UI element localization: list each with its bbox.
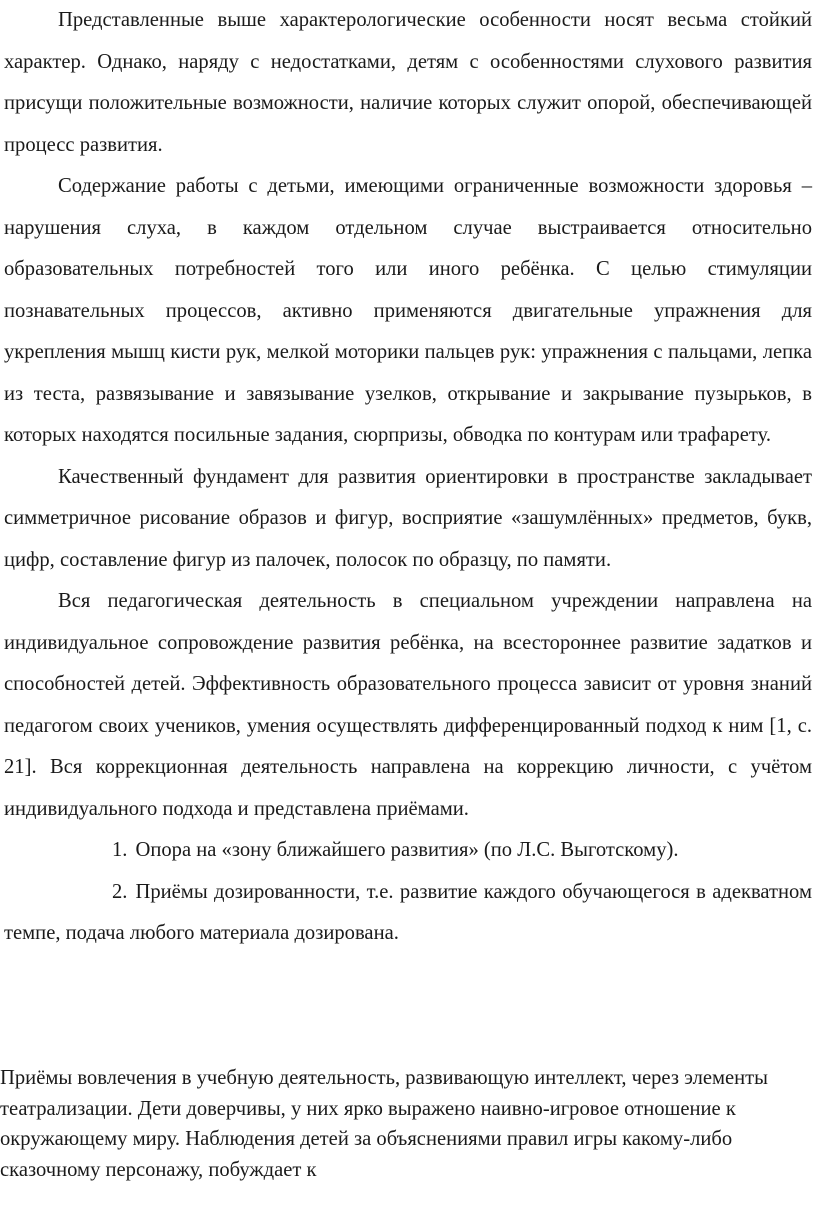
paragraph-characteristics: Представленные выше характерологические особенности носят весьма стойкий характер. Однако, наряду с недостатками, детям с особенностями слухового развития присущи положительные возможности, наличие которых служит опорой, обеспечивающей процесс развития.	[4, 9, 812, 156]
list-item-number: 2.	[112, 880, 128, 903]
document-body	[4, 0, 812, 955]
list-item	[4, 872, 812, 955]
list-item	[4, 830, 812, 872]
paragraph-theatrical-involvement: Приёмы вовлечения в учебную деятельность, развивающую интеллект, через элементы театрализации. Дети доверчивы, у них ярко выражено наивно-игровое отношение к окружающему миру. Наблюдения детей за объяснениями правил игры какому-либо сказочному персонажу, побуждает к	[0, 1067, 769, 1181]
tail-section	[0, 1063, 800, 1185]
list-item-text: Приёмы дозированности, т.е. развитие каждого обучающегося в адекватном темпе, подача любого материала дозирована.	[4, 880, 812, 944]
paragraph-work-content: Содержание работы с детьми, имеющими ограниченные возможности здоровья – нарушения слуха, в каждом отдельном случае выстраивается относительно образовательных потребностей того или иного ребёнка. С целью стимуляции познавательных процессов, активно применяются двигательные упражнения для укрепления мышц кисти рук, мелкой моторики пальцев рук: упражнения с пальцами, лепка из теста, развязывание и завязывание узелков, открывание и закрывание пузырьков, в которых находятся посильные задания, сюрпризы, обводка по контурам или трафарету.	[4, 175, 812, 446]
list-item-text: Опора на «зону ближайшего развития» (по Л.С. Выготскому).	[135, 839, 679, 861]
list-item-number: 1.	[112, 839, 128, 861]
paragraph-pedagogical-activity: Вся педагогическая деятельность в специальном учреждении направлена на индивидуальное сопровождение развития ребёнка, на всестороннее развитие задатков и способностей детей. Эффективность образовательного процесса зависит от уровня знаний педагогом своих учеников, умения осуществлять дифференцированный подход к ним [1, с. 21]. Вся коррекционная деятельность направлена на коррекцию личности, с учётом индивидуального подхода и представлена приёмами.	[4, 590, 812, 820]
paragraph-orientation: Качественный фундамент для развития ориентировки в пространстве закладывает симметричное рисование образов и фигур, восприятие «зашумлённых» предметов, букв, цифр, составление фигур из палочек, полосок по образцу, по памяти.	[4, 465, 812, 571]
